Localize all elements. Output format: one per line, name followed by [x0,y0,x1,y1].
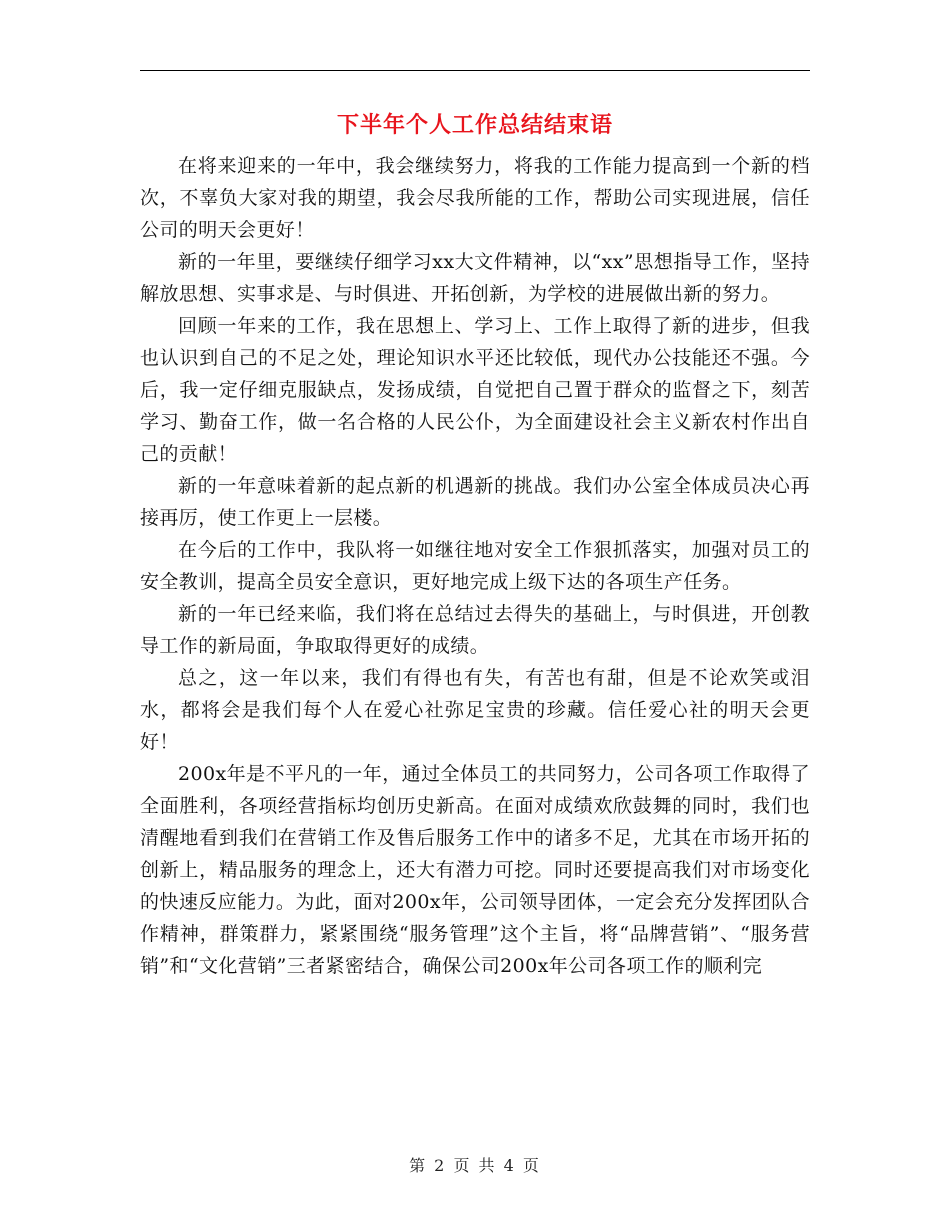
paragraph-7: 总之，这一年以来，我们有得也有失，有苦也有甜，但是不论欢笑或泪水，都将会是我们每个人在爱心社弥足宝贵的珍藏。信任爱心社的明天会更好！ [140,667,810,753]
paragraph-8: 200x年是不平凡的一年，通过全体员工的共同努力，公司各项工作取得了全面胜利，各项经营指标均创历史新高。在面对成绩欢欣鼓舞的同时，我们也清醒地看到我们在营销工作及售后服务工作中的诸多不足，尤其在市场开拓的创新上，精品服务的理念上，还大有潜力可挖。同时还要提高我们对市场变化的快速反应能力。为此，面对200x年，公司领导团体，一定会充分发挥团队合作精神，群策群力，紧紧围绕“服务管理”这个主旨，将“品牌营销”、“服务营销”和“文化营销”三者紧密结合，确保公司200x年公司各项工作的顺利完 [140,763,810,977]
paragraph-1: 在将来迎来的一年中，我会继续努力，将我的工作能力提高到一个新的档次，不辜负大家对我的期望，我会尽我所能的工作，帮助公司实现进展，信任公司的明天会更好！ [140,155,810,241]
paragraph-2: 新的一年里，要继续仔细学习xx大文件精神，以“xx”思想指导工作，坚持解放思想、实事求是、与时俱进、开拓创新，为学校的进展做出新的努力。 [140,251,810,305]
document-body [140,150,810,982]
document-title: 下半年个人工作总结结束语 [336,113,613,138]
paragraph-5: 在今后的工作中，我队将一如继往地对安全工作狠抓落实，加强对员工的安全教训，提高全员安全意识，更好地完成上级下达的各项生产任务。 [140,539,810,593]
header-rule [140,70,810,71]
paragraph-3: 回顾一年来的工作，我在思想上、学习上、工作上取得了新的进步，但我也认识到自己的不足之处，理论知识水平还比较低，现代办公技能还不强。今后，我一定仔细克服缺点，发扬成绩，自觉把自己置于群众的监督之下，刻苦学习、勤奋工作，做一名合格的人民公仆，为全面建设社会主义新农村作出自己的贡献！ [140,315,810,465]
page-footer: 第 2 页 共 4 页 [409,1156,541,1175]
paragraph-4: 新的一年意味着新的起点新的机遇新的挑战。我们办公室全体成员决心再接再厉，使工作更上一层楼。 [140,475,810,529]
paragraph-6: 新的一年已经来临，我们将在总结过去得失的基础上，与时俱进，开创教导工作的新局面，争取取得更好的成绩。 [140,603,810,657]
